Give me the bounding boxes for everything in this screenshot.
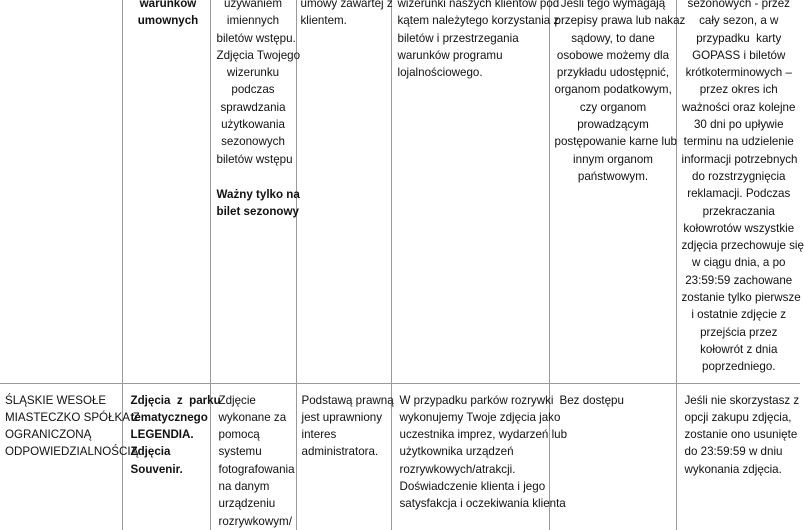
text-line: w ciągu dnia, a po [692, 256, 786, 270]
text-line: podczas [231, 83, 275, 97]
text-line: ODPOWIEDZIALNOŚCIĄ [5, 445, 139, 459]
text-line: używaniem [224, 0, 282, 10]
text-line: przykładu udostępnić, [556, 66, 670, 80]
text-line: wizerunku [226, 66, 280, 80]
text-line: Ważny tylko na [216, 187, 300, 201]
text-line: kątem należytego korzystania z [397, 14, 560, 28]
text-line: opcji zakupu zdjęcia, [684, 410, 792, 424]
text-line: osobowe możemy dla [556, 48, 670, 62]
text-line: interes [301, 428, 337, 442]
text-line: Bez dostępu [559, 393, 624, 407]
text-line: MIASTECZKO SPÓŁKA Z [5, 410, 140, 424]
text-line: poprzedniego. [702, 360, 776, 374]
text-line: jest uprawniony [301, 410, 383, 424]
legal-basis-cell [296, 0, 391, 383]
text-line: lojalnościowego. [397, 66, 483, 80]
text-line: W przypadku parków rozrywki [399, 393, 554, 407]
text-line: biletów i przestrzegania [397, 31, 519, 45]
text-line: ŚLĄSKIE WESOŁE [5, 393, 107, 407]
text-line: terminu na udzielenie [683, 135, 794, 149]
text-line: czy organom [579, 100, 647, 114]
recipients-cell [549, 0, 686, 383]
text-line: pomocą [218, 428, 260, 442]
text-line: przez okres ich [699, 83, 778, 97]
text-line: klientem. [300, 14, 347, 28]
company-cell [0, 383, 140, 530]
text-line: warunków [139, 0, 197, 10]
text-line: sądowy, to dane [571, 31, 655, 45]
text-line: informacji potrzebnych [681, 152, 798, 166]
legal-basis-cell [296, 383, 394, 530]
text-line: fotografowania [218, 462, 295, 476]
text-line: GOPASS i biletów [692, 48, 786, 62]
text-line: Doświadczenie klienta i jego [399, 479, 546, 493]
text-line: uczestnika imprez, wydarzeń lub [399, 428, 568, 442]
text-line: Podstawą prawną [301, 393, 394, 407]
text-line: imiennych [226, 14, 280, 28]
text-line: państwowym. [577, 169, 649, 183]
text-line: Zdjęcia [130, 445, 171, 459]
retention-cell [676, 383, 800, 530]
text-line: 30 dni po upływie [693, 118, 784, 132]
text-line: zdjęcia przechowuje się [681, 239, 804, 253]
text-line: biletów wstępu [216, 152, 293, 166]
text-line: użytkowania [221, 118, 285, 132]
text-line: do 23:59:59 w dniu [684, 445, 783, 459]
text-line: 23:59:59 zachowane [685, 273, 793, 287]
text-line: LEGENDIA. [130, 428, 194, 442]
text-line: wykonujemy Twoje zdjęcia jako [399, 410, 561, 424]
text-line: przekraczania [702, 204, 775, 218]
text-line: prowadzącym [577, 118, 649, 132]
text-line: satysfakcja i oczekiwania klienta [399, 497, 566, 511]
text-line: cały sezon, a w [699, 14, 779, 28]
text-line: wykonane za [218, 410, 287, 424]
text-line: biletów wstępu. [216, 31, 296, 45]
text-line: OGRANICZONĄ [5, 428, 92, 442]
text-line: Jeśli tego wymagają [560, 0, 666, 10]
text-line: przepisy prawa lub nakaz [554, 14, 686, 28]
scope-cell [122, 0, 210, 383]
text-line: przypadku karty [696, 31, 782, 45]
text-line: wykonania zdjęcia. [684, 462, 782, 476]
purpose-cell [391, 383, 568, 530]
text-line: systemu [218, 445, 262, 459]
table-row [0, 383, 800, 530]
text-line: kołowrót z dnia [700, 342, 778, 356]
text-line: krótkoterminowych – [685, 66, 792, 80]
text-line: ważności oraz kolejne [682, 100, 796, 114]
text-line: urządzeniu [218, 497, 276, 511]
seasonal-ticket-note [216, 186, 300, 221]
text-line: przejścia przez [700, 325, 778, 339]
text-line: postępowanie karne lub [554, 135, 677, 149]
text-line: innym organom [573, 152, 653, 166]
text-line: sezonowych - przez [687, 0, 790, 10]
text-line: warunków programu [397, 48, 503, 62]
text-line: zostanie ono usunięte [684, 428, 798, 442]
text-line: reklamacji. Podczas [687, 187, 791, 201]
company-cell [0, 0, 122, 383]
text-line: Zdjęcia Twojego [216, 48, 301, 62]
text-line: zostanie tylko pierwsze [681, 291, 801, 305]
text-line: administratora. [301, 445, 379, 459]
text-line: rozrywkowym/ [218, 514, 292, 528]
scope-cell [122, 383, 221, 530]
text-line: na danym [218, 479, 270, 493]
text-line: Souvenir. [130, 462, 183, 476]
text-line: tematycznego [130, 410, 208, 424]
details-cell [210, 0, 301, 383]
text-line: kołowrotów wszystkie [683, 221, 795, 235]
text-line: bilet sezonowy [216, 205, 299, 219]
recipients-cell [549, 383, 676, 530]
text-line: Zdjęcia z parku [130, 393, 221, 407]
retention-cell [676, 0, 804, 383]
text-line: sprawdzania [220, 100, 286, 114]
text-line: do rozstrzygnięcia [692, 169, 786, 183]
text-line: rozrywkowych/atrakcji. [399, 462, 516, 476]
text-line: Zdjęcie [218, 393, 256, 407]
text-line: i ostatnie zdjęcie z [691, 308, 787, 322]
text-line: Jeśli nie skorzystasz z [684, 393, 800, 407]
text-line: użytkownika urządzeń [399, 445, 514, 459]
text-line: umowy zawartej z [300, 0, 393, 10]
text-line: wizerunki naszych klientów pod [397, 0, 560, 10]
text-line: sezonowych [221, 135, 285, 149]
text-line: organom podatkowym, [554, 83, 672, 97]
text-line: umownych [137, 14, 199, 28]
purpose-cell [391, 0, 560, 383]
details-cell [210, 383, 296, 530]
